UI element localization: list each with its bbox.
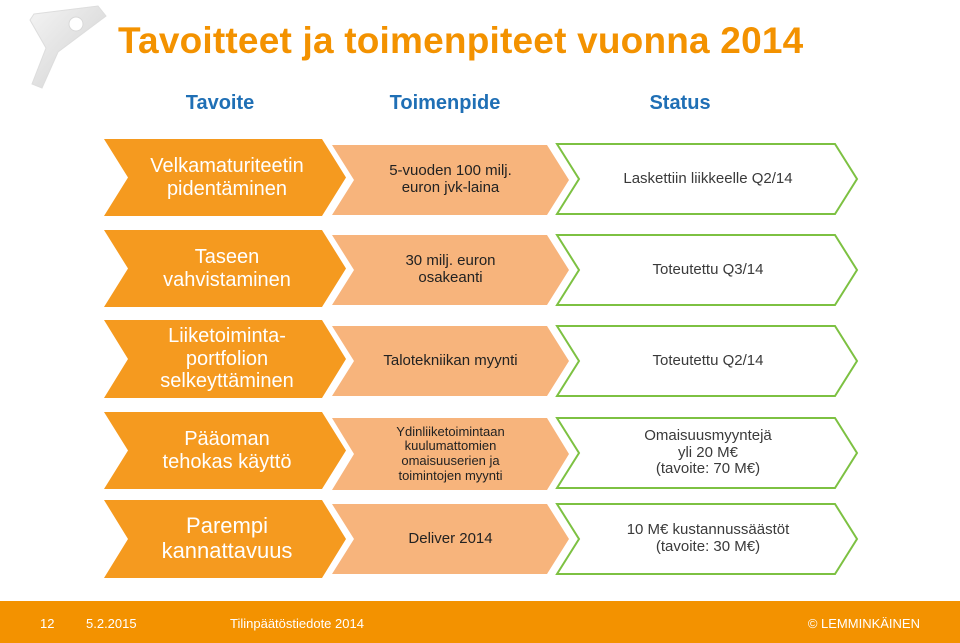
goal-chevron (104, 320, 346, 398)
action-chevron (332, 504, 569, 574)
action-label: Deliver 2014 (408, 529, 493, 547)
goal-label: Velkamaturiteetin pidentäminen (150, 155, 304, 200)
goal-chevron-shape (104, 139, 346, 216)
footer-document-title: Tilinpäätöstiedote 2014 (230, 616, 364, 631)
footer-date: 5.2.2015 (86, 616, 137, 631)
status-chevron (556, 503, 858, 575)
goal-chevron (104, 412, 346, 489)
goal-chevron (104, 500, 346, 578)
goal-label: Taseen vahvistaminen (163, 246, 291, 291)
action-chevron (332, 326, 569, 396)
action-chevron (332, 235, 569, 305)
goal-label: Parempi kannattavuus (161, 513, 293, 563)
status-chevron (556, 417, 858, 489)
lemminkainen-logo (28, 4, 110, 90)
footer-copyright: © LEMMINKÄINEN (807, 616, 920, 631)
action-label: 30 milj. euron osakeanti (405, 252, 496, 286)
status-chevron (556, 143, 858, 215)
column-header-action: Toimenpide (389, 92, 501, 114)
status-label: Laskettiin liikkeelle Q2/14 (623, 169, 793, 187)
action-label: Talotekniikan myynti (383, 351, 518, 369)
action-chevron (332, 418, 569, 490)
footer-bar (0, 601, 960, 643)
goal-label: Liiketoiminta- portfolion selkeyttäminen (160, 325, 294, 393)
action-label: 5-vuoden 100 milj. euron jvk-laina (389, 162, 512, 196)
action-label: Ydinliiketoimintaan kuulumattomien omaisuuserien ja toimintojen myynti (396, 423, 505, 483)
page-number: 12 (40, 616, 55, 631)
goal-label: Pääoman tehokas käyttö (162, 428, 292, 473)
column-header-goal: Tavoite (185, 92, 255, 114)
status-label: 10 M€ kustannussäästöt (tavoite: 30 M€) (626, 521, 790, 555)
goal-chevron (104, 230, 346, 307)
column-header-status: Status (649, 92, 711, 114)
status-chevron (556, 325, 858, 397)
action-chevron (332, 145, 569, 215)
status-label: Toteutettu Q3/14 (652, 260, 764, 278)
status-chevron (556, 234, 858, 306)
page-title: Tavoitteet ja toimenpiteet vuonna 2014 (118, 20, 804, 61)
status-label: Omaisuusmyyntejä yli 20 M€ (tavoite: 70 M€) (644, 426, 772, 478)
status-label: Toteutettu Q2/14 (652, 351, 764, 369)
